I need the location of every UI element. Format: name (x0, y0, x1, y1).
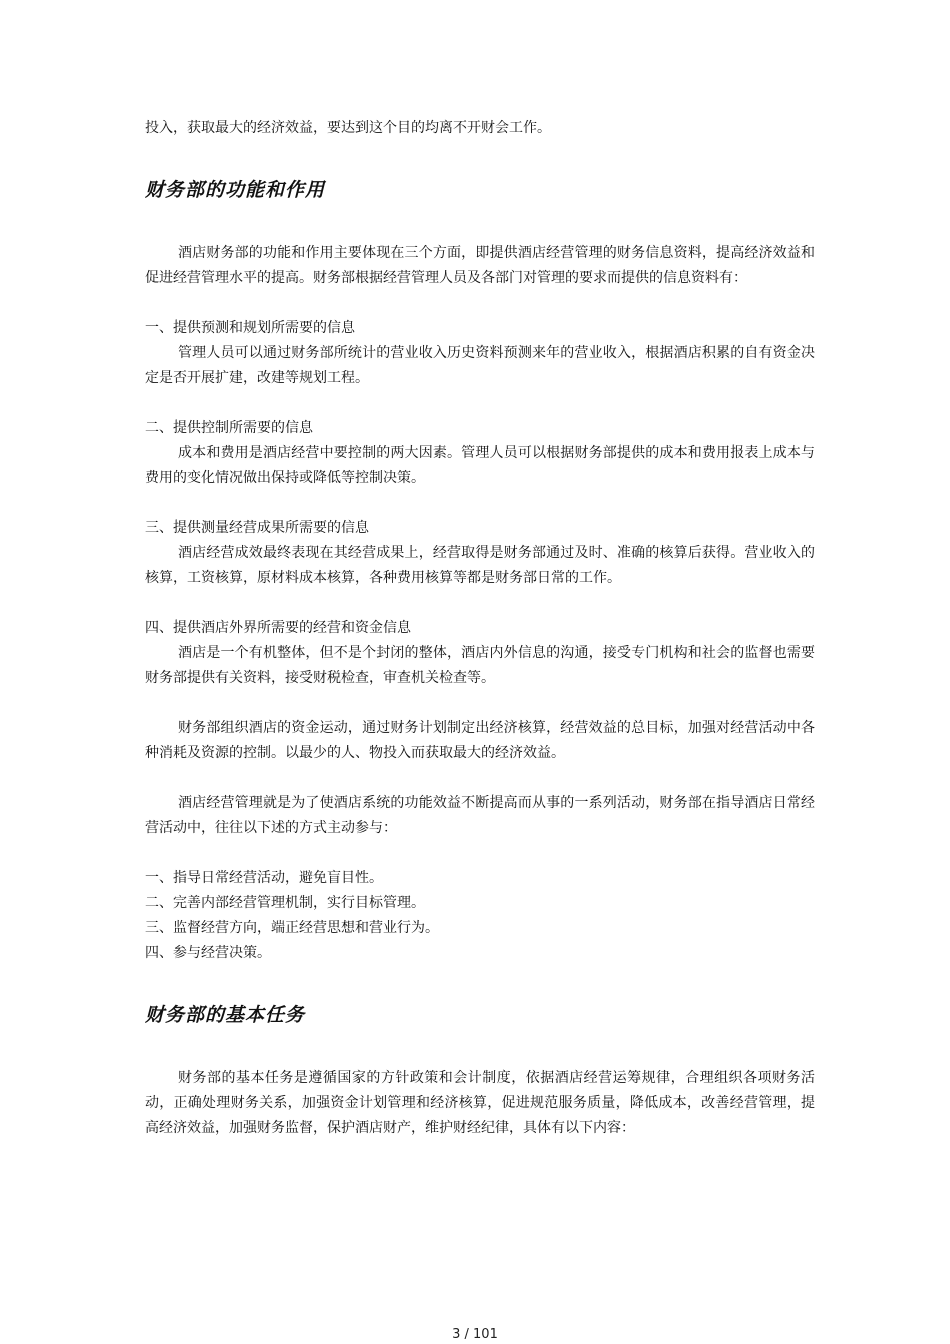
info-item-body: 酒店是一个有机整体，但不是个封闭的整体，酒店内外信息的沟通，接受专门机构和社会的监督也需要财务部提供有关资料，接受财税检查，审查机关检查等。 (145, 645, 815, 686)
info-item-body: 酒店经营成效最终表现在其经营成果上，经营取得是财务部通过及时、准确的核算后获得。营业收入的核算，工资核算，原材料成本核算，各种费用核算等都是财务部日常的工作。 (145, 545, 815, 586)
info-item-3 (145, 516, 815, 591)
info-item-body: 成本和费用是酒店经营中要控制的两大因素。管理人员可以根据财务部提供的成本和费用报表上成本与费用的变化情况做出保持或降低等控制决策。 (145, 445, 815, 486)
list-item: 三、监督经营方向，端正经营思想和营业行为。 (145, 920, 439, 936)
page-number: 3 / 101 (452, 1327, 498, 1342)
info-item-1 (145, 316, 815, 391)
info-item-2 (145, 416, 815, 491)
info-item-4 (145, 616, 815, 691)
section-heading-functions: 财务部的功能和作用 (145, 179, 326, 201)
list-item: 四、参与经营决策。 (145, 945, 271, 961)
intro-line: 投入，获取最大的经济效益，要达到这个目的均离不开财会工作。 (145, 120, 551, 136)
section-heading-basic-tasks: 财务部的基本任务 (145, 1004, 306, 1026)
info-item-title: 一、提供预测和规划所需要的信息 (145, 320, 355, 336)
participation-paragraph: 酒店经营管理就是为了使酒店系统的功能效益不断提高而从事的一系列活动，财务部在指导酒店日常经营活动中，往往以下述的方式主动参与： (145, 795, 815, 836)
list-item: 二、完善内部经营管理机制，实行目标管理。 (145, 895, 425, 911)
info-item-body: 管理人员可以通过财务部所统计的营业收入历史资料预测来年的营业收入，根据酒店积累的自有资金决定是否开展扩建，改建等规划工程。 (145, 345, 815, 386)
participation-list (145, 866, 815, 966)
info-item-title: 三、提供测量经营成果所需要的信息 (145, 520, 369, 536)
capital-movement-paragraph: 财务部组织酒店的资金运动，通过财务计划制定出经济核算，经营效益的总目标，加强对经营活动中各种消耗及资源的控制。以最少的人、物投入而获取最大的经济效益。 (145, 720, 815, 761)
section1-intro-paragraph: 酒店财务部的功能和作用主要体现在三个方面，即提供酒店经营管理的财务信息资料，提高经济效益和促进经营管理水平的提高。财务部根据经营管理人员及各部门对管理的要求而提供的信息资料有： (145, 245, 815, 286)
info-item-title: 四、提供酒店外界所需要的经营和资金信息 (145, 620, 411, 636)
info-item-title: 二、提供控制所需要的信息 (145, 420, 313, 436)
basic-tasks-paragraph: 财务部的基本任务是遵循国家的方针政策和会计制度，依据酒店经营运筹规律，合理组织各项财务活动，正确处理财务关系，加强资金计划管理和经济核算，促进规范服务质量，降低成本，改善经营管理，提高经济效益，加强财务监督，保护酒店财产，维护财经纪律，具体有以下内容： (145, 1070, 815, 1136)
page-content (145, 116, 815, 1141)
list-item: 一、指导日常经营活动，避免盲目性。 (145, 870, 383, 886)
